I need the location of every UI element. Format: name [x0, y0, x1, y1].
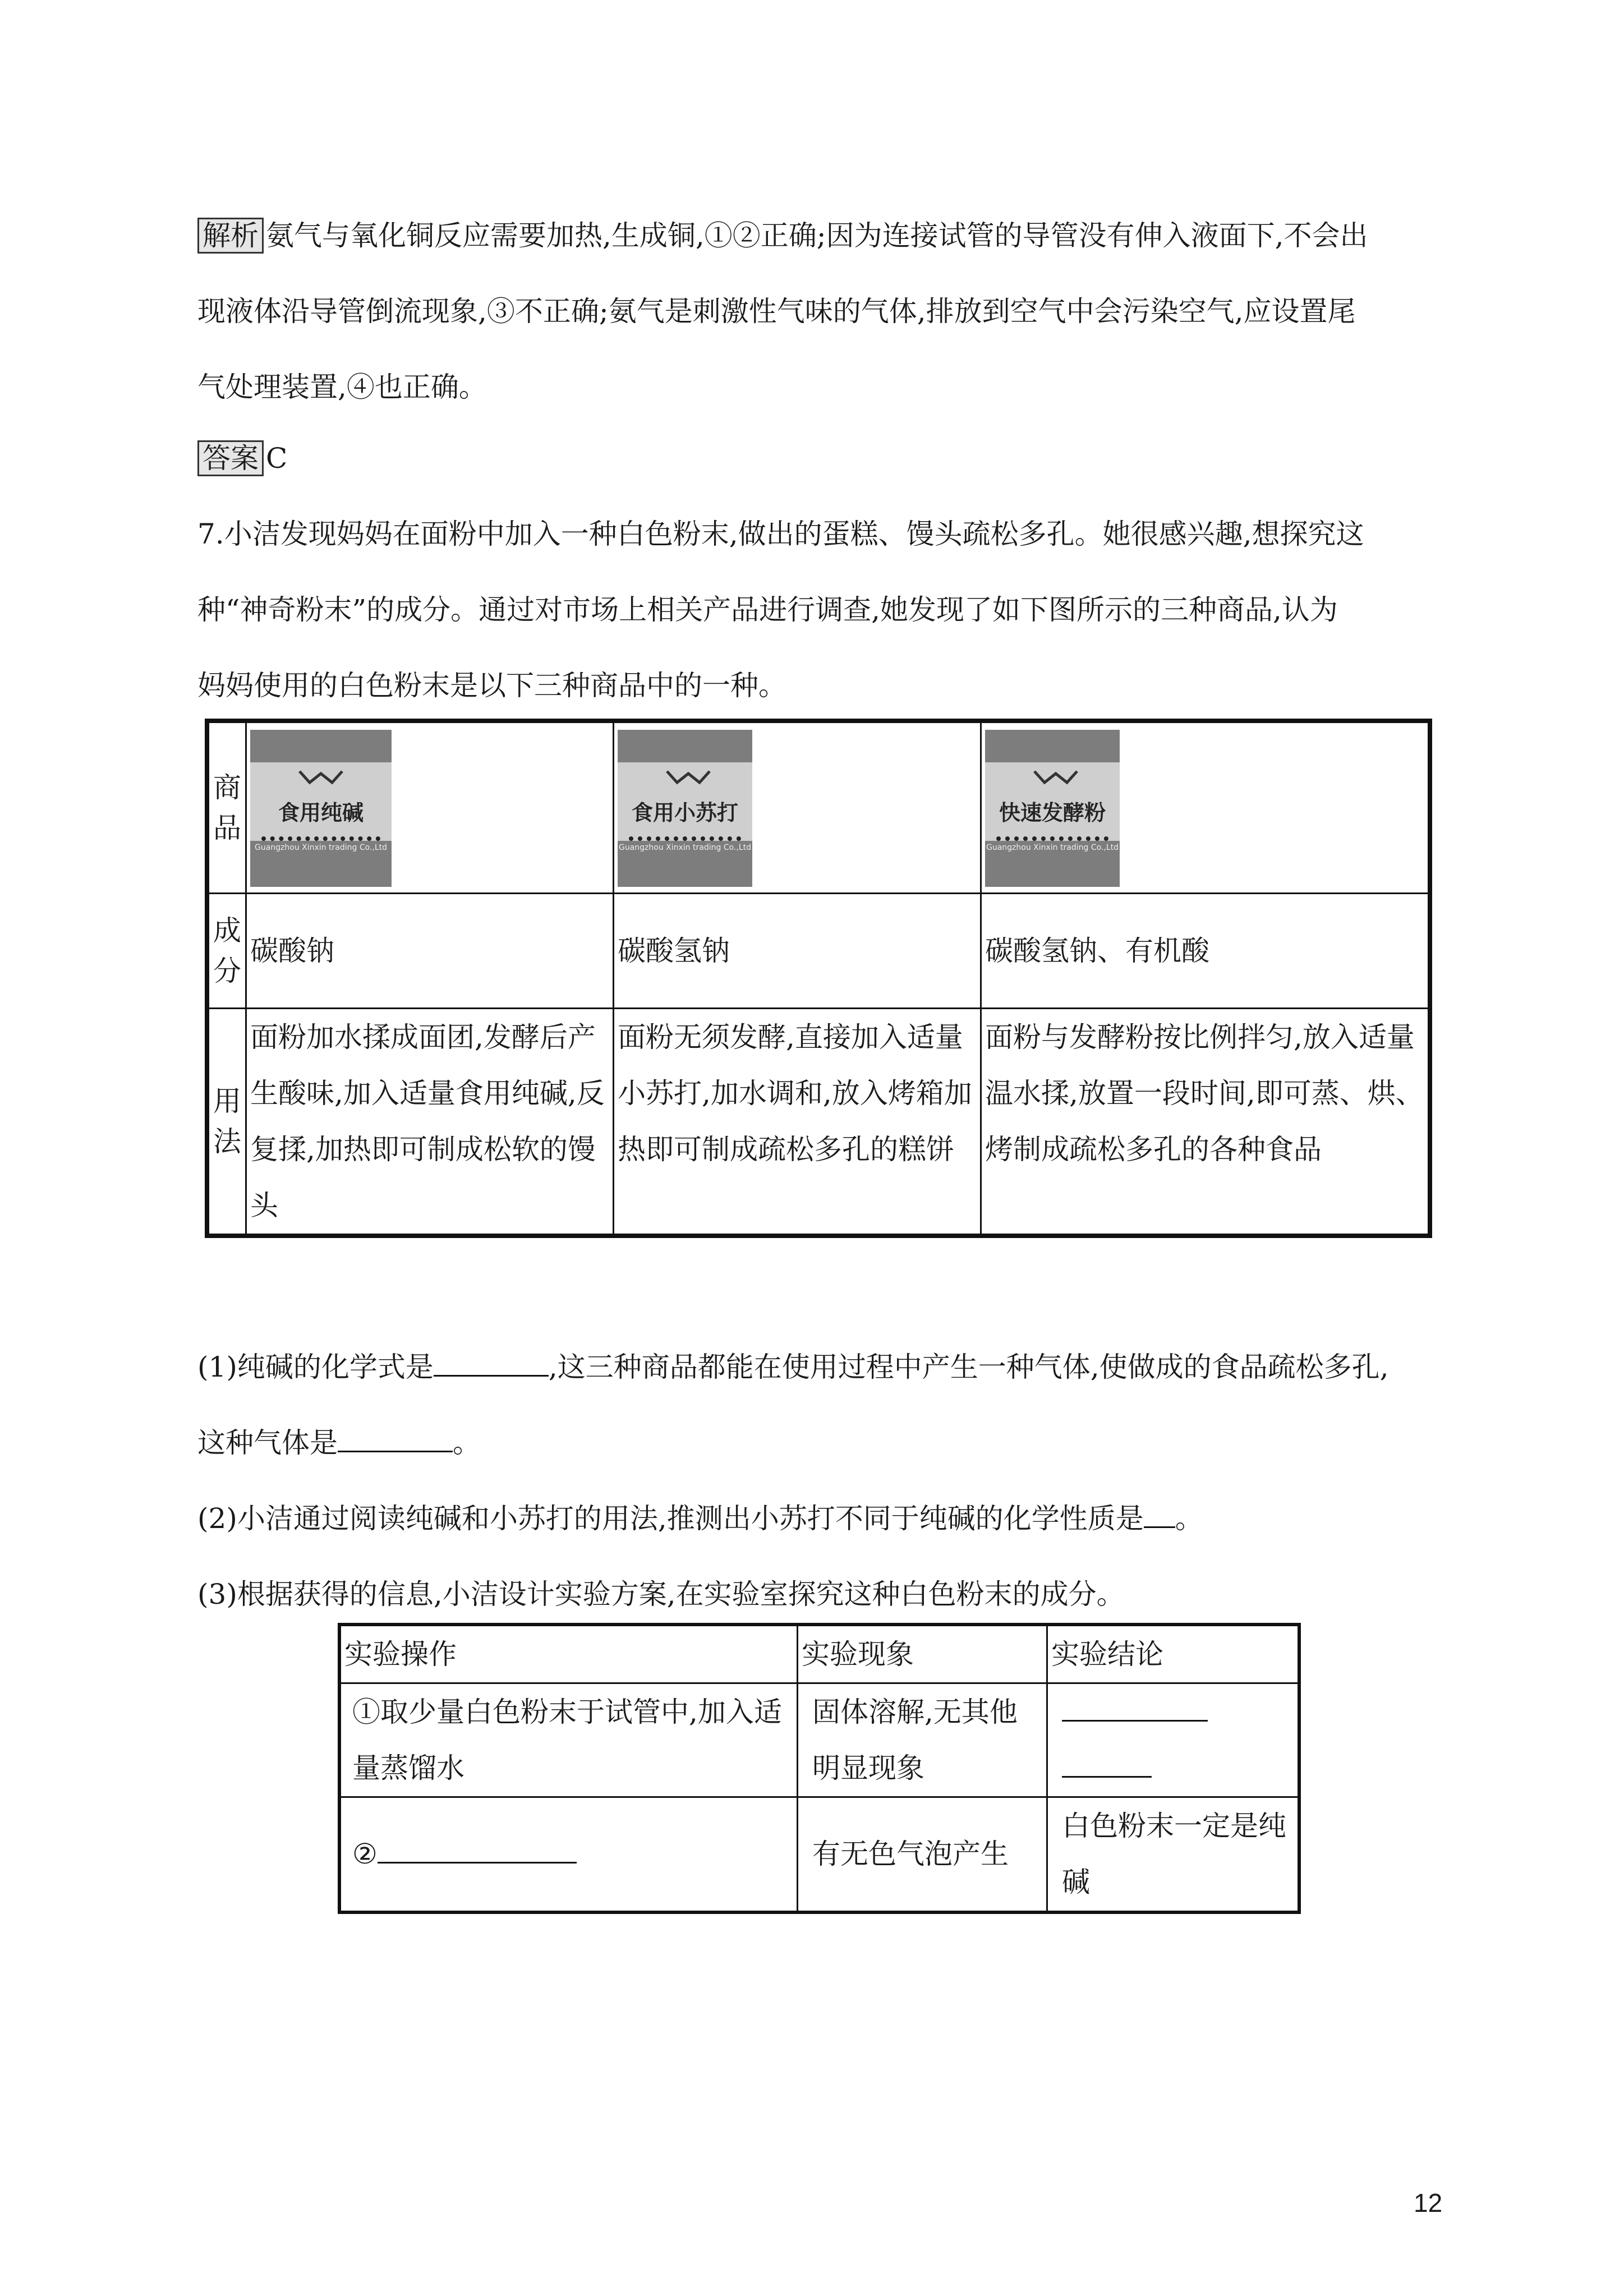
experiment-header-row — [339, 1625, 1299, 1683]
ingredient-cell: 碳酸钠 — [246, 894, 614, 1009]
phenomenon-cell: 固体溶解,无其他明显现象 — [798, 1683, 1047, 1797]
question-line-1: 小洁发现妈妈在面粉中加入一种白色粉末,做出的蛋糕、馒头疏松多孔。她很感兴趣,想探究这 — [224, 518, 1364, 550]
analysis-paragraph — [197, 198, 1454, 425]
product-company: Guangzhou Xinxin trading Co.,Ltd — [254, 843, 387, 852]
ingredient-cell: 碳酸氢钠 — [614, 894, 981, 1009]
product-image-baking-powder — [985, 730, 1120, 887]
row-header-ingredient: 成分 — [207, 894, 246, 1009]
sub-question-3 — [197, 1557, 1454, 1632]
q2-text-a: (2)小洁通过阅读纯碱和小苏打的用法,推测出小苏打不同于纯碱的化学性质是 — [197, 1502, 1144, 1535]
conclusion-cell — [1047, 1683, 1300, 1797]
product-company: Guangzhou Xinxin trading Co.,Ltd — [618, 843, 751, 852]
ingredient-cell: 碳酸氢钠、有机酸 — [981, 894, 1430, 1009]
q2-text-b: 。 — [1175, 1502, 1203, 1535]
analysis-line-3: 气处理装置,④也正确。 — [197, 371, 487, 403]
operation-cell: ①取少量白色粉末于试管中,加入适量蒸馏水 — [339, 1683, 798, 1797]
analysis-tag: 解析 — [197, 218, 264, 254]
product-image-label: 食用纯碱 — [278, 800, 364, 825]
question-line-3: 妈妈使用的白色粉末是以下三种商品中的一种。 — [197, 669, 786, 702]
q3-text: (3)根据获得的信息,小洁设计实验方案,在实验室探究这种白色粉末的成分。 — [197, 1578, 1125, 1611]
experiment-row — [339, 1683, 1299, 1797]
products-table — [205, 719, 1432, 1238]
header-phenomenon: 实验现象 — [798, 1625, 1047, 1683]
header-operation: 实验操作 — [339, 1625, 798, 1683]
product-cell-3 — [981, 721, 1430, 894]
sub-question-2 — [197, 1481, 1454, 1557]
phenomenon-cell: 有无色气泡产生 — [798, 1797, 1047, 1912]
answer-value: C — [266, 442, 288, 475]
analysis-line-2: 现液体沿导管倒流现象,③不正确;氨气是刺激性气味的气体,排放到空气中会污染空气,应设置尾 — [197, 295, 1356, 328]
brand-logo-icon — [666, 769, 711, 785]
product-cell-1 — [246, 721, 614, 894]
operation-marker: ② — [352, 1838, 378, 1871]
page-number: 12 — [1414, 2188, 1443, 2217]
experiment-row — [339, 1797, 1299, 1912]
brand-logo-icon — [298, 769, 343, 785]
answer-blank[interactable] — [378, 1834, 577, 1864]
q1-text-b: ,这三种商品都能在使用过程中产生一种气体,使做成的食品疏松多孔, — [548, 1351, 1389, 1383]
row-header-goods: 商品 — [207, 721, 246, 894]
products-row-usage — [207, 1009, 1430, 1236]
product-image-label: 快速发酵粉 — [999, 800, 1106, 825]
product-image-label: 食用小苏打 — [631, 800, 738, 825]
question-line-2: 种“神奇粉末”的成分。通过对市场上相关产品进行调查,她发现了如下图所示的三种商品,认为 — [197, 593, 1338, 626]
package-top-band — [985, 730, 1120, 762]
product-cell-2 — [614, 721, 981, 894]
package-top-band — [250, 730, 392, 762]
question-number: 7. — [197, 518, 224, 550]
q1-text-a: (1)纯碱的化学式是 — [197, 1351, 434, 1383]
products-row-goods — [207, 721, 1430, 894]
usage-cell: 面粉加水揉成面团,发酵后产生酸味,加入适量食用纯碱,反复揉,加热即可制成松软的馒头 — [246, 1009, 614, 1236]
answer-tag: 答案 — [197, 440, 264, 476]
header-conclusion: 实验结论 — [1047, 1625, 1300, 1683]
answer-paragraph — [197, 421, 1454, 496]
conclusion-cell: 白色粉末一定是纯碱 — [1047, 1797, 1300, 1912]
product-company: Guangzhou Xinxin trading Co.,Ltd — [986, 843, 1119, 852]
usage-cell: 面粉无须发酵,直接加入适量小苏打,加水调和,放入烤箱加热即可制成疏松多孔的糕饼 — [614, 1009, 981, 1236]
product-image-soda — [250, 730, 392, 887]
answer-blank[interactable] — [434, 1347, 549, 1377]
answer-blank[interactable] — [1144, 1498, 1175, 1528]
experiment-table — [338, 1623, 1301, 1914]
package-top-band — [618, 730, 752, 762]
answer-blank[interactable] — [1062, 1692, 1208, 1722]
question-7 — [197, 496, 1454, 724]
brand-logo-icon — [1033, 769, 1078, 785]
q1-text-c: 这种气体是 — [197, 1427, 338, 1459]
usage-cell: 面粉与发酵粉按比例拌匀,放入适量温水揉,放置一段时间,即可蒸、烘、烤制成疏松多孔的各种食品 — [981, 1009, 1430, 1236]
answer-blank[interactable] — [1062, 1748, 1152, 1778]
analysis-line-1: 氨气与氧化铜反应需要加热,生成铜,①②正确;因为连接试管的导管没有伸入液面下,不会出 — [266, 219, 1368, 252]
products-row-ingredient — [207, 894, 1430, 1009]
row-header-usage: 用法 — [207, 1009, 246, 1236]
sub-question-1 — [197, 1329, 1454, 1481]
q1-text-d: 。 — [453, 1427, 481, 1459]
operation-cell — [339, 1797, 798, 1912]
product-image-baking-soda — [618, 730, 752, 887]
answer-blank[interactable] — [338, 1423, 453, 1452]
